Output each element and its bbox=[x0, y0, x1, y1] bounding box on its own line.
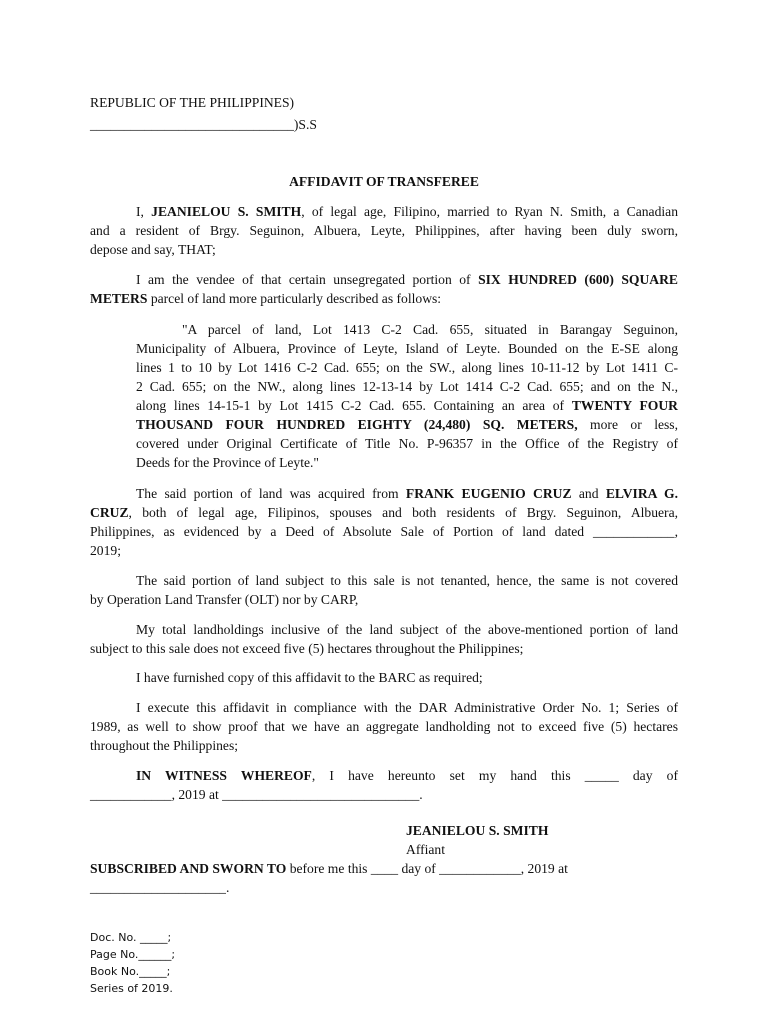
jurat-line-1: SUBSCRIBED AND SWORN TO before me this ____ day of ____________, 2019 at bbox=[90, 861, 568, 876]
vendee-line-1: I am the vendee of that certain unsegregated portion of SIX HUNDRED (600) SQUARE bbox=[136, 272, 678, 287]
doc-number: Doc. No. _____; bbox=[90, 931, 172, 944]
intro-line-3: depose and say, THAT; bbox=[90, 242, 216, 257]
property-line-7: covered under Original Certificate of Title No. P-96357 in the Office of the Registry of bbox=[136, 436, 678, 451]
affiant-name: JEANIELOU S. SMITH bbox=[406, 823, 549, 838]
acquisition-line-1: The said portion of land was acquired from FRANK EUGENIO CRUZ and ELVIRA G. bbox=[136, 486, 679, 501]
witness-line-2: ____________, 2019 at _____________________________. bbox=[90, 787, 423, 802]
intro-line-1: I, JEANIELOU S. SMITH, of legal age, Filipino, married to Ryan N. Smith, a Canadian bbox=[136, 204, 678, 219]
property-line-1: "A parcel of land, Lot 1413 C-2 Cad. 655, situated in Barangay Seguinon, bbox=[182, 322, 678, 337]
intro-line-2: and a resident of Brgy. Seguinon, Albuera, Leyte, Philippines, after having been duly sworn, bbox=[90, 223, 678, 238]
compliance-line-2: 1989, as well to show proof that we have an aggregate landholding not to exceed five (5) hectares bbox=[90, 719, 678, 734]
landholdings-line-1: My total landholdings inclusive of the land subject of the above-mentioned portion of land bbox=[136, 622, 678, 637]
tenancy-line-1: The said portion of land subject to this sale is not tenanted, hence, the same is not covered bbox=[136, 573, 678, 588]
acquisition-line-2: CRUZ, both of legal age, Filipinos, spouses and both residents of Brgy. Seguinon, Albuera, bbox=[90, 505, 678, 520]
tenancy-line-2: by Operation Land Transfer (OLT) nor by CARP, bbox=[90, 592, 359, 607]
series-year: Series of 2019. bbox=[90, 982, 173, 995]
landholdings-line-2: subject to this sale does not exceed five (5) hectares throughout the Philippines; bbox=[90, 641, 524, 656]
book-number: Book No._____; bbox=[90, 965, 171, 978]
property-line-8: Deeds for the Province of Leyte." bbox=[136, 455, 319, 470]
property-line-2: Municipality of Albuera, Province of Leyte, Island of Leyte. Bounded on the E-SE along bbox=[136, 341, 678, 356]
compliance-line-3: throughout the Philippines; bbox=[90, 738, 239, 753]
compliance-line-1: I execute this affidavit in compliance with the DAR Administrative Order No. 1; Series of bbox=[136, 700, 678, 715]
barc-paragraph: I have furnished copy of this affidavit to the BARC as required; bbox=[136, 670, 483, 685]
jurat-line-2: ____________________. bbox=[90, 880, 230, 895]
header-ss-line: ______________________________)S.S bbox=[90, 117, 317, 132]
page-number: Page No.______; bbox=[90, 948, 176, 961]
header-republic: REPUBLIC OF THE PHILIPPINES) bbox=[90, 95, 295, 110]
property-line-5: along lines 14-15-1 by Lot 1415 C-2 Cad. 655. Containing an area of TWENTY FOUR bbox=[136, 398, 678, 413]
vendee-line-2: METERS parcel of land more particularly described as follows: bbox=[90, 291, 442, 306]
acquisition-line-4: 2019; bbox=[90, 543, 121, 558]
property-line-4: 2 Cad. 655; on the NW., along lines 12-13-14 by Lot 1414 C-2 Cad. 655; and on the N., bbox=[136, 379, 678, 394]
witness-line-1: IN WITNESS WHEREOF, I have hereunto set my hand this _____ day of bbox=[136, 768, 678, 783]
document-title: AFFIDAVIT OF TRANSFEREE bbox=[289, 174, 479, 189]
property-line-6: THOUSAND FOUR HUNDRED EIGHTY (24,480) SQ. METERS, more or less, bbox=[136, 417, 678, 432]
affiant-label: Affiant bbox=[406, 842, 446, 857]
property-line-3: lines 1 to 10 by Lot 1416 C-2 Cad. 655; on the SW., along lines 10-11-12 by Lot 1411 C- bbox=[136, 360, 678, 375]
acquisition-line-3: Philippines, as evidenced by a Deed of Absolute Sale of Portion of land dated ____________, bbox=[90, 524, 678, 539]
